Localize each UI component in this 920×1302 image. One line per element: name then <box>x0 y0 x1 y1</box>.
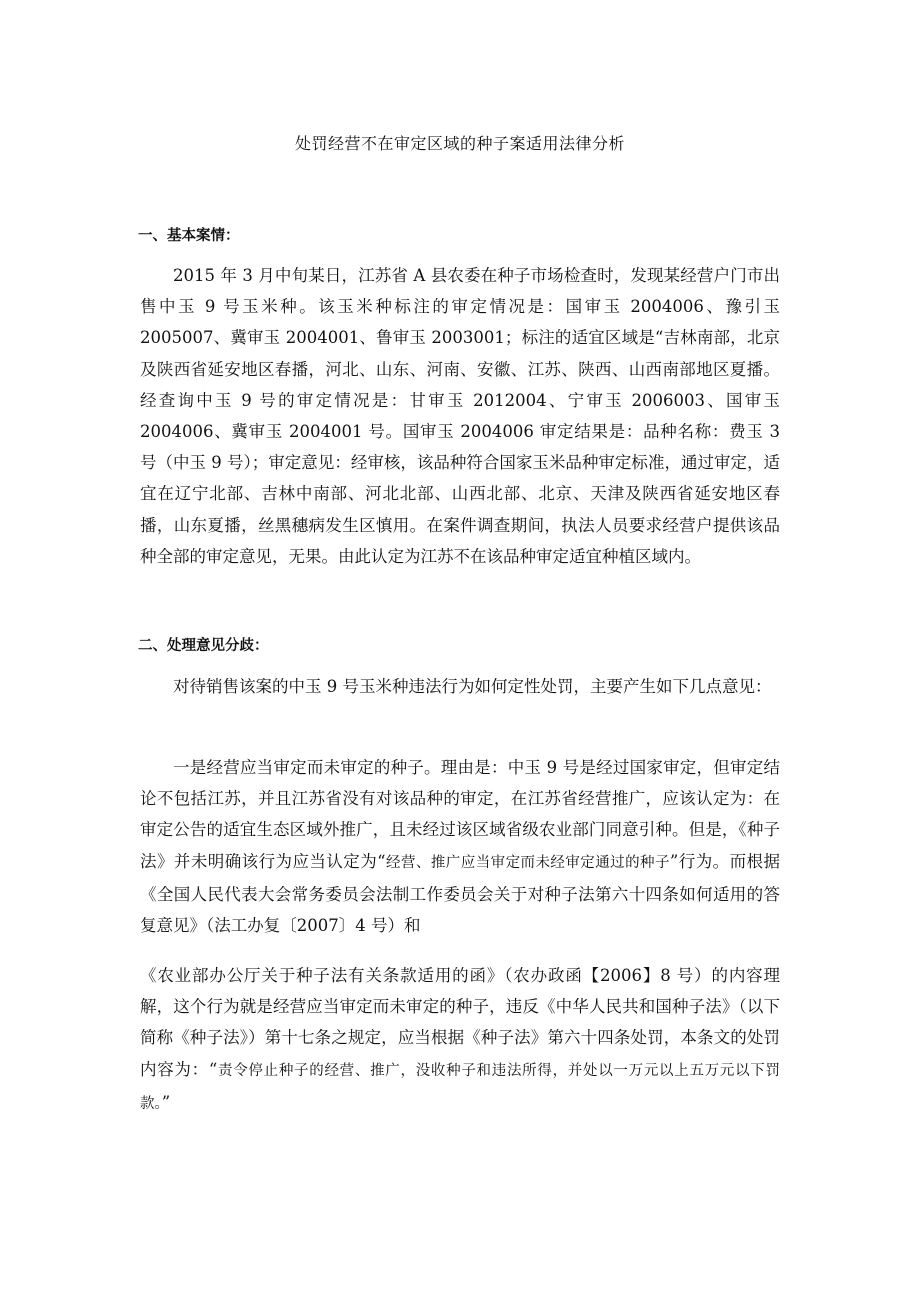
opinion-one-text: 一是经营应当审定而未审定的种子。理由是：中玉 9 号是经过国家审定，但审定结论不包括江苏，并且江苏省没有对该品种的审定，在江苏省经营推广，应该认定为：在审定公告的适宜生态区域外推广，且未经过该区域省级农业部门同意引种。但是，《种子法》并未明确该行为应当认定为“ <box>140 758 780 871</box>
quoted-penalty: 责令停止种子的经营、推广，没收种子和违法所得，并处以一万元以上五万元以下罚款。 <box>140 1062 781 1112</box>
closing-quote: ” <box>161 1092 171 1112</box>
paragraph-opinion-one <box>140 752 780 941</box>
document-title: 处罚经营不在审定区域的种子案适用法律分析 <box>294 134 625 153</box>
opinion-one-cont-text: 《农业部办公厅关于种子法有关条款适用的函》（农办政函【2006】8 号）的内容理解，这个行为就是经营应当审定而未审定的种子，违反《中华人民共和国种子法》（以下简称《种子法》）第十七条之规定，应当根据《种子法》第六十四条处罚，本条文的处罚内容为：“ <box>140 966 780 1079</box>
section-heading-disagreement: 二、处理意见分歧： <box>138 638 269 654</box>
paragraph-intro: 对待销售该案的中玉 9 号玉米种违法行为如何定性处罚，主要产生如下几点意见： <box>173 677 772 696</box>
opinion-one-continuation: ”行为。而根据《全国人民代表大会常务委员会法制工作委员会关于对种子法第六十四条如何适用的答复意见》（法工办复〔2007〕4 号）和 <box>140 851 781 936</box>
quoted-offense: 经营、推广应当审定而未经审定通过的种子 <box>385 854 670 871</box>
paragraph-opinion-one-cont <box>140 960 780 1120</box>
paragraph-basic-facts: 2015 年 3 月中旬某日，江苏省 A 县农委在种子市场检查时，发现某经营户门市出售中玉 9 号玉米种。该玉米种标注的审定情况是：国审玉 2004006、豫引玉 2005007、冀审玉 2004001、鲁审玉 2003001；标注的适宜区域是“吉林南部，北京及陕西省延安地区春播，河北、山东、河南、安徽、江苏、陕西、山西南部地区夏播。经查询中玉 9 号的审定情况是：甘审玉 2012004、宁审玉 2006003、国审玉 2004006、冀审玉 2004001 号。国审玉 2004006 审定结果是：品种名称：费玉 3 号（中玉 9 号）；审定意见：经审核，该品种符合国家玉米品种审定标准，通过审定，适宜在辽宁北部、吉林中南部、河北北部、山西北部、北京、天津及陕西省延安地区春播，山东夏播，丝黑穗病发生区慎用。在案件调查期间，执法人员要求经营户提供该品种全部的审定意见，无果。由此认定为江苏不在该品种审定适宜种植区域内。 <box>140 266 780 566</box>
section-heading-basic-facts: 一、基本案情： <box>138 228 240 244</box>
